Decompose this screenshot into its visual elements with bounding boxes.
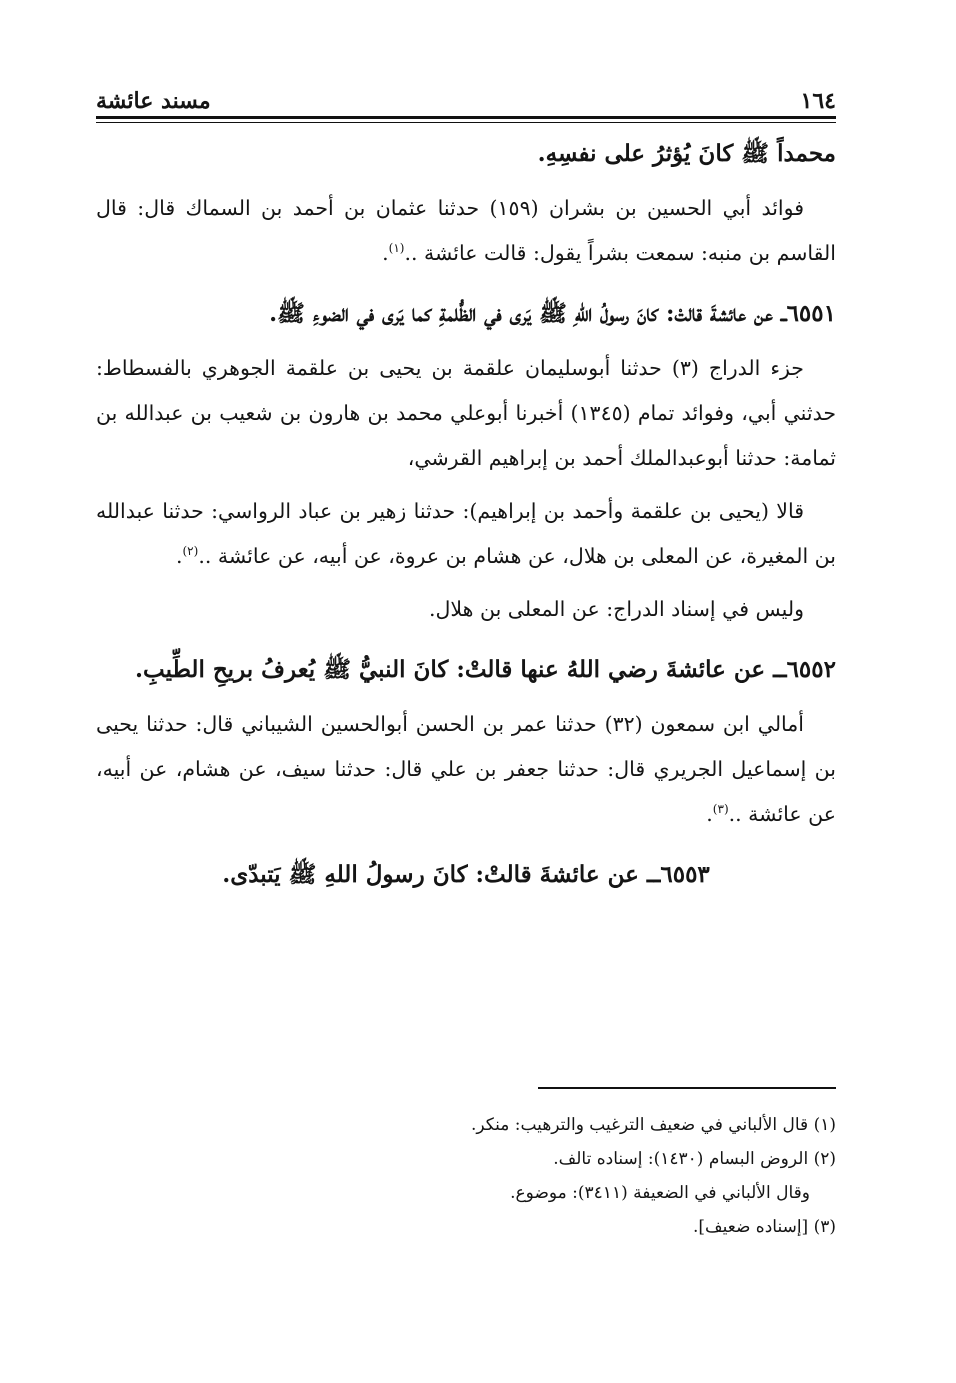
isnad-paragraph: أمالي ابن سمعون (٣٢) حدثنا عمر بن الحسن أبوالحسين الشيباني قال: حدثنا يحيى بن إسماعيل الجريري قال: حدثنا جعفر بن علي قال: حدثنا سيف، عن هشام، عن أبيه، عن عائشة ..$^{(٣)}$. (96, 712, 836, 826)
footnote-1: (١) قال الألباني في ضعيف الترغيب والترهيب: منكر. (470, 1115, 836, 1135)
book-page (96, 0, 836, 1383)
isnad-paragraph: فوائد أبي الحسين بن بشران (١٥٩) حدثنا عثمان بن أحمد بن السماك قال: قال القاسم بن منبه: سمعت بشراً يقول: قالت عائشة ..$^{(١)}$. (96, 196, 836, 265)
hadith-6553: ٦٥٥٣ــ عن عائشةَ قالتْ: كانَ رسولُ اللهِ ﷺ يَتبدّى. (222, 861, 710, 888)
isnad-text: قالا (يحيى بن علقمة وأحمد بن إبراهيم): حدثنا زهير بن عباد الرواسي: حدثنا عبدالله بن المغيرة، عن المعلى بن هلال، عن هشام بن عروة، عن أبيه، عن عائشة .. (96, 499, 836, 568)
footnote-ref: (١) (388, 241, 405, 256)
footnote-ref: (٣) (712, 802, 729, 817)
note-paragraph: وليس في إسناد الدراج: عن المعلى بن هلال. (429, 597, 804, 621)
header-rule-thick (96, 116, 836, 119)
isnad-text: أمالي ابن سمعون (٣٢) حدثنا عمر بن الحسن أبوالحسين الشيباني قال: حدثنا يحيى بن إسماعيل الجريري قال: حدثنا جعفر بن علي قال: حدثنا سيف، عن هشام، عن أبيه، عن عائشة .. (96, 712, 836, 826)
isnad-text: فوائد أبي الحسين بن بشران (١٥٩) حدثنا عثمان بن أحمد بن السماك قال: قال القاسم بن منبه: سمعت بشراً يقول: قالت عائشة .. (96, 196, 836, 265)
footnote-3: (٣) [إسناده ضعيف]. (692, 1217, 836, 1237)
footnote-ref: (٢) (182, 544, 199, 559)
book-title: مسند عائشة (96, 88, 211, 114)
page-number: ١٦٤ (800, 88, 836, 114)
isnad-paragraph: جزء الدراج (٣) حدثنا أبوسليمان علقمة بن يحيى بن علقمة الجوهري بالفسطاط: حدثني أبي، وفوائد تمام (١٣٤٥) أخبرنا أبوعلي محمد بن هارون بن شعيب بن عبدالله بن ثمامة: حدثنا أبوعبدالملك أحمد بن إبراهيم القرشي، (96, 356, 836, 470)
running-header (96, 74, 836, 114)
footnote-2: (٢) الروض البسام (١٤٣٠): إسناده تالف. (553, 1149, 836, 1169)
footnote-separator (538, 1087, 836, 1089)
hadith-6551: ٦٥٥١ــ عن عائشةَ قالتْ: كانَ رسولُ اللهِ ﷺ يَرى في الظُّلمةِ كما يَرى في الضوءِ ﷺ. (269, 300, 836, 327)
hadith-continuation: محمداً ﷺ كانَ يُؤثرُ على نفسِهِ. (537, 140, 836, 167)
footnotes (96, 1108, 836, 1244)
isnad-paragraph: قالا (يحيى بن علقمة وأحمد بن إبراهيم): حدثنا زهير بن عباد الرواسي: حدثنا عبدالله بن المغيرة، عن المعلى بن هلال، عن هشام بن عروة، عن أبيه، عن عائشة ..$^{(٢)}$. (96, 499, 836, 568)
hadith-6552: ٦٥٥٢ــ عن عائشةَ رضي اللهُ عنها قالتْ: كانَ النبيُّ ﷺ يُعرفُ بريحِ الطِّيبِ. (135, 656, 836, 683)
footnote-2-continuation: وقال الألباني في الضعيفة (٣٤١١): موضوع. (510, 1183, 810, 1203)
main-text (96, 130, 836, 899)
header-rule-thin (96, 122, 836, 123)
